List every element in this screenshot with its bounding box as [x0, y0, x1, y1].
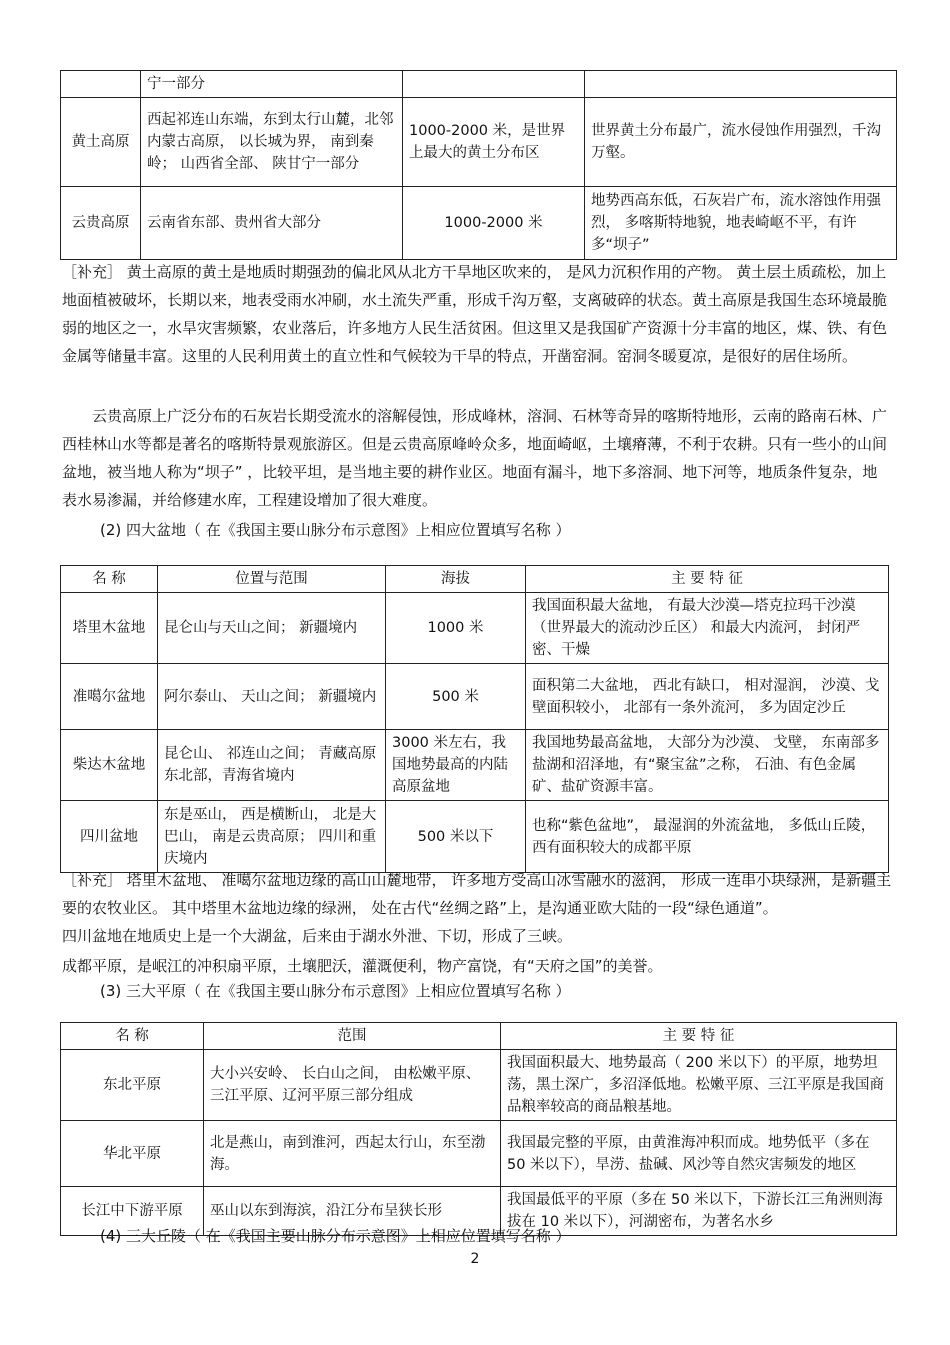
basin-altitude-cell: 500 米以下 — [386, 801, 526, 873]
table-row — [61, 1050, 897, 1121]
header-feature: 主 要 特 征 — [526, 566, 889, 593]
plateau-range-cell: 西起祁连山东端，东到太行山麓，北邻内蒙古高原， 以长城为界， 南到秦岭； 山西省全部、 陕甘宁一部分 — [141, 98, 403, 187]
basin-range-cell: 昆仑山与天山之间； 新疆境内 — [158, 593, 386, 664]
plateau-range-cell: 云南省东部、贵州省大部分 — [141, 187, 403, 260]
header-name: 名 称 — [61, 566, 158, 593]
plateau-name-cell: 黄土高原 — [61, 98, 141, 187]
table-row — [61, 98, 897, 187]
table-row — [61, 664, 889, 730]
plain-table — [60, 1022, 897, 1236]
table-row — [61, 71, 897, 98]
plateau-name-cell — [61, 71, 141, 98]
plain-name-cell: 华北平原 — [61, 1121, 204, 1187]
table-header-row — [61, 566, 889, 593]
header-range: 范围 — [204, 1023, 501, 1050]
header-range: 位置与范围 — [158, 566, 386, 593]
supplement-chengdu-paragraph: 成都平原，是岷江的冲积扇平原，土壤肥沃，灌溉便利，物产富饶，有“天府之国”的美誉。 — [62, 957, 663, 975]
plain-section-title: (3) 三大平原（ 在《我国主要山脉分布示意图》上相应位置填写名称 ） — [100, 982, 571, 1000]
plateau-range-cell: 宁一部分 — [141, 71, 403, 98]
basin-feature-cell: 我国地势最高盆地， 大部分为沙漠、 戈壁， 东南部多盐湖和沼泽地，有“聚宝盆”之称， 石油、有色金属矿、盐矿资源丰富。 — [526, 730, 889, 801]
header-feature: 主 要 特 征 — [501, 1023, 897, 1050]
basin-name-cell: 柴达木盆地 — [61, 730, 158, 801]
basin-feature-cell: 我国面积最大盆地， 有最大沙漠—塔克拉玛干沙漠（世界最大的流动沙丘区） 和最大内流河， 封闭严密、干燥 — [526, 593, 889, 664]
basin-section-title: (2) 四大盆地（ 在《我国主要山脉分布示意图》上相应位置填写名称 ） — [100, 521, 571, 539]
supplement-yungui-paragraph: 云贵高原上广泛分布的石灰岩长期受流水的溶解侵蚀，形成峰林，溶洞、石林等奇异的喀斯特地形，云南的路南石林、广西桂林山水等都是著名的喀斯特景观旅游区。但是云贵高原峰岭众多，地面崎岖，土壤瘠薄，不利于农耕。只有一些小的山间盆地，被当地人称为“坝子” ，比较平坦，是当地主要的耕作业区。地面有漏斗，地下多溶洞、地下河等，地质条件复杂，地表水易渗漏，并给修建水库，工程建设增加了很大难度。 — [62, 407, 888, 509]
plateau-altitude-cell: 1000-2000 米，是世界上最大的黄土分布区 — [403, 98, 585, 187]
plain-name-cell: 长江中下游平原 — [61, 1187, 204, 1236]
plain-range-cell: 大小兴安岭、 长白山之间， 由松嫩平原、三江平原、辽河平原三部分组成 — [204, 1050, 501, 1121]
supplement-loess-paragraph: ［补充］ 黄土高原的黄土是地质时期强劲的偏北风从北方干旱地区吹来的， 是风力沉积作用的产物。 黄土层土质疏松，加上地面植被破坏，长期以来，地表受雨水冲刷，水土流失严重，形成千沟万壑，支离破碎的状态。黄土高原是我国生态环境最脆弱的地区之一，水旱灾害频繁，农业落后，许多地方人民生活贫困。但这里又是我国矿产资源十分丰富的地区，煤、铁、有色金属等储量丰富。这里的人民利用黄土的直立性和气候较为干旱的特点，开凿窑洞。窑洞冬暖夏凉，是很好的居住场所。 — [62, 263, 888, 365]
table-row — [61, 730, 889, 801]
basin-name-cell: 准噶尔盆地 — [61, 664, 158, 730]
supplement-sichuan-paragraph: 四川盆地在地质史上是一个大湖盆，后来由于湖水外泄、下切，形成了三峡。 — [62, 927, 573, 945]
basin-altitude-cell: 500 米 — [386, 664, 526, 730]
page-number: 2 — [470, 1251, 480, 1267]
basin-feature-cell: 面积第二大盆地， 西北有缺口， 相对湿润， 沙漠、戈壁面积较小， 北部有一条外流河， 多为固定沙丘 — [526, 664, 889, 730]
plateau-altitude-cell: 1000-2000 米 — [403, 187, 585, 260]
basin-range-cell: 昆仑山、 祁连山之间； 青藏高原东北部，青海省境内 — [158, 730, 386, 801]
plateau-altitude-cell — [403, 71, 585, 98]
supplement-oasis-paragraph: ［补充］ 塔里木盆地、 准噶尔盆地边缘的高山山麓地带， 许多地方受高山冰雪融水的滋润， 形成一连串小块绿洲，是新疆主要的农牧业区。 其中塔里木盆地边缘的绿洲， 处在古代“丝绸之路”上，是沟通亚欧大陆的一段“绿色通道”。 — [62, 871, 892, 917]
table-header-row — [61, 1023, 897, 1050]
basin-range-cell: 东是巫山， 西是横断山， 北是大巴山， 南是云贵高原； 四川和重庆境内 — [158, 801, 386, 873]
plateau-feature-cell — [585, 71, 897, 98]
basin-name-cell: 塔里木盆地 — [61, 593, 158, 664]
basin-name-cell: 四川盆地 — [61, 801, 158, 873]
table-row — [61, 1121, 897, 1187]
plain-feature-cell: 我国最完整的平原，由黄淮海冲积而成。地势低平（多在 50 米以下），旱涝、盐碱、风沙等自然灾害频发的地区 — [501, 1121, 897, 1187]
table-row — [61, 187, 897, 260]
table-row — [61, 801, 889, 873]
plateau-feature-cell: 地势西高东低，石灰岩广布，流水溶蚀作用强烈， 多喀斯特地貌，地表崎岖不平，有许多“坝子” — [585, 187, 897, 260]
plain-feature-cell: 我国面积最大、地势最高（ 200 米以下）的平原，地势坦荡，黑土深广，多沼泽低地。松嫩平原、三江平原是我国商品粮率较高的商品粮基地。 — [501, 1050, 897, 1121]
plain-range-cell: 北是燕山，南到淮河，西起太行山，东至渤海。 — [204, 1121, 501, 1187]
basin-altitude-cell: 3000 米左右，我国地势最高的内陆高原盆地 — [386, 730, 526, 801]
header-altitude: 海拔 — [386, 566, 526, 593]
header-name: 名 称 — [61, 1023, 204, 1050]
basin-table — [60, 565, 889, 873]
plateau-feature-cell: 世界黄土分布最广，流水侵蚀作用强烈，千沟万壑。 — [585, 98, 897, 187]
plain-feature-cell: 我国最低平的平原（多在 50 米以下，下游长江三角洲则海拔在 10 米以下），河湖密布，为著名水乡 — [501, 1187, 897, 1236]
basin-range-cell: 阿尔泰山、 天山之间； 新疆境内 — [158, 664, 386, 730]
plain-range-cell: 巫山以东到海滨，沿江分布呈狭长形 — [204, 1187, 501, 1236]
basin-altitude-cell: 1000 米 — [386, 593, 526, 664]
plateau-table — [60, 70, 897, 260]
plateau-name-cell: 云贵高原 — [61, 187, 141, 260]
hill-section-title: (4) 三大丘陵（ 在《我国主要山脉分布示意图》上相应位置填写名称 ） — [100, 1227, 571, 1245]
table-row — [61, 593, 889, 664]
plain-name-cell: 东北平原 — [61, 1050, 204, 1121]
basin-feature-cell: 也称“紫色盆地”， 最湿润的外流盆地， 多低山丘陵， 西有面积较大的成都平原 — [526, 801, 889, 873]
